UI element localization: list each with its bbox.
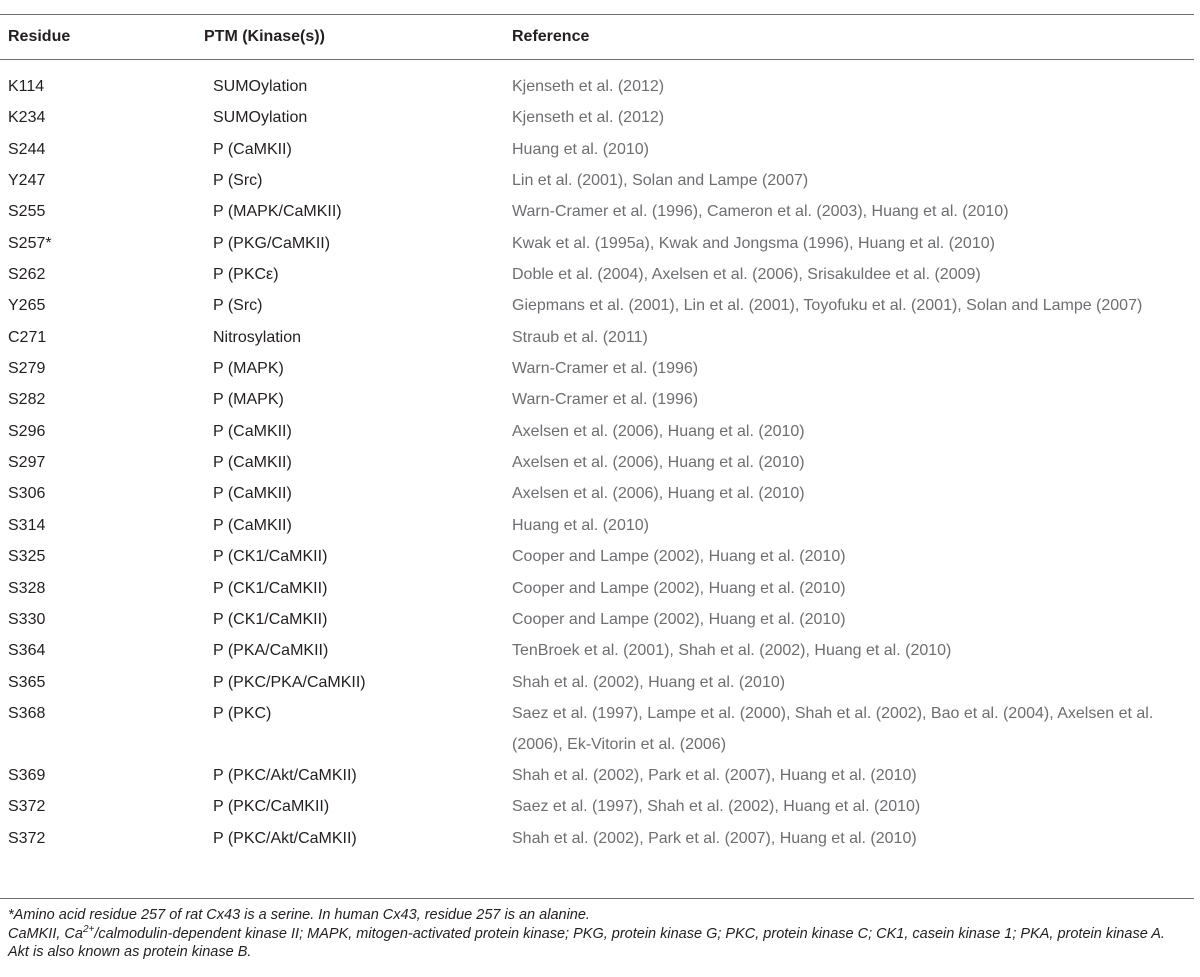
reference-cell: Cooper and Lampe (2002), Huang et al. (2010) [512,610,846,628]
residue-cell: S314 [8,516,46,534]
residue-cell: S372 [8,798,46,816]
table-row [0,604,1200,635]
reference-cell: Warn-Cramer et al. (1996) [512,391,699,409]
reference-cell: Saez et al. (1997), Lampe et al. (2000), Shah et al. (2002), Bao et al. (2004), Axelsen et al. (2006), Ek-Vitorin et al. (2006) [512,704,1154,753]
reference-cell: Doble et al. (2004), Axelsen et al. (2006), Srisakuldee et al. (2009) [512,266,981,284]
ptm-cell: SUMOylation [213,78,308,95]
reference-cell: Cooper and Lampe (2002), Huang et al. (2010) [512,579,846,597]
reference-cell: Straub et al. (2011) [512,328,648,346]
ptm-cell: P (CK1/CaMKII) [213,610,328,628]
table-row [0,760,1200,791]
footer-rule [0,898,1194,899]
table-row [0,384,1200,415]
ptm-cell: SUMOylation [213,109,308,127]
reference-cell: Giepmans et al. (2001), Lin et al. (2001), Toyofuku et al. (2001), Solan and Lampe (2007) [512,297,1143,315]
residue-cell: S255 [8,203,46,221]
ptm-cell: P (PKG/CaMKII) [213,234,331,252]
residue-cell: S330 [8,610,46,628]
top-rule [0,14,1194,15]
table-row [0,102,1200,133]
residue-cell: S372 [8,829,46,847]
table-row [0,698,1200,760]
reference-cell: Warn-Cramer et al. (1996), Cameron et al. (2003), Huang et al. (2010) [512,203,1009,221]
header-ptm: PTM (Kinase(s)) [204,28,325,45]
reference-cell: Warn-Cramer et al. (1996) [512,360,699,378]
reference-cell: Axelsen et al. (2006), Huang et al. (2010) [512,485,805,503]
reference-cell: Huang et al. (2010) [512,516,649,534]
table-body [0,71,1200,854]
ptm-cell: P (PKA/CaMKII) [213,642,329,660]
residue-cell: S364 [8,642,46,660]
table-row [0,134,1200,165]
reference-cell: Lin et al. (2001), Solan and Lampe (2007) [512,172,809,190]
reference-cell: Axelsen et al. (2006), Huang et al. (2010) [512,454,805,472]
header-residue: Residue [8,28,71,45]
ptm-cell: Nitrosylation [213,328,302,346]
footnote-asterisk: *Amino acid residue 257 of rat Cx43 is a serine. In human Cx43, residue 257 is an alanine. [8,907,590,923]
footnote-abbreviations [8,925,1188,962]
header-reference: Reference [512,28,590,45]
table-row [0,447,1200,478]
ptm-cell: P (CaMKII) [213,485,292,503]
residue-cell: S257* [8,234,52,252]
table-row [0,228,1200,259]
footnote-abbrev-rest: /calmodulin-dependent kinase II; MAPK, mitogen-activated protein kinase; PKG, protein kinase G; PKC, protein kinase C; CK1, casein kinase 1; PKA, protein kinase A. Akt is also known as protein kinase B. [8,925,1165,960]
residue-cell: S279 [8,360,46,378]
reference-cell: Shah et al. (2002), Park et al. (2007), Huang et al. (2010) [512,829,917,847]
ptm-cell: P (PKC/Akt/CaMKII) [213,766,357,784]
ptm-cell: P (CaMKII) [213,422,292,440]
ptm-cell: P (Src) [213,172,263,190]
ptm-cell: P (PKC/CaMKII) [213,798,330,816]
table-row [0,635,1200,666]
reference-cell: Saez et al. (1997), Shah et al. (2002), Huang et al. (2010) [512,798,921,816]
ptm-cell: P (CK1/CaMKII) [213,548,328,566]
ptm-cell: P (PKC/Akt/CaMKII) [213,829,357,847]
footnote-superscript: 2+ [82,923,95,935]
ptm-table [0,71,1200,854]
reference-cell: Shah et al. (2002), Huang et al. (2010) [512,673,786,691]
ptm-cell: P (MAPK) [213,360,284,378]
residue-cell: S282 [8,391,46,409]
reference-cell: Huang et al. (2010) [512,140,649,158]
ptm-cell: P (CaMKII) [213,516,292,534]
table-row [0,290,1200,321]
table-row [0,478,1200,509]
footnote-abbrev-start: CaMKII, Ca [8,925,83,942]
table-row [0,823,1200,854]
residue-cell: S369 [8,766,46,784]
table-row [0,573,1200,604]
reference-cell: Shah et al. (2002), Park et al. (2007), Huang et al. (2010) [512,766,917,784]
table-row [0,791,1200,822]
ptm-cell: P (CaMKII) [213,140,292,158]
table-row [0,322,1200,353]
table-row [0,71,1200,102]
table-row [0,259,1200,290]
reference-cell: Kjenseth et al. (2012) [512,78,665,95]
table-row [0,667,1200,698]
residue-cell: K234 [8,109,46,127]
residue-cell: Y247 [8,172,46,190]
residue-cell: S297 [8,454,46,472]
residue-cell: S296 [8,422,46,440]
table-footnotes [8,906,1188,962]
residue-cell: Y265 [8,297,46,315]
ptm-cell: P (PKC) [213,704,272,722]
residue-cell: K114 [8,78,45,95]
table-row [0,510,1200,541]
reference-cell: TenBroek et al. (2001), Shah et al. (2002), Huang et al. (2010) [512,642,952,660]
residue-cell: S328 [8,579,46,597]
table-row [0,353,1200,384]
ptm-cell: P (MAPK) [213,391,284,409]
residue-cell: S262 [8,266,46,284]
residue-cell: S368 [8,704,46,722]
table-row [0,416,1200,447]
table-row [0,196,1200,227]
residue-cell: C271 [8,328,47,346]
reference-cell: Kjenseth et al. (2012) [512,109,665,127]
residue-cell: S306 [8,485,46,503]
ptm-cell: P (PKCε) [213,266,279,284]
ptm-cell: P (CaMKII) [213,454,292,472]
reference-cell: Cooper and Lampe (2002), Huang et al. (2010) [512,548,846,566]
ptm-cell: P (Src) [213,297,263,315]
ptm-cell: P (CK1/CaMKII) [213,579,328,597]
reference-cell: Kwak et al. (1995a), Kwak and Jongsma (1996), Huang et al. (2010) [512,234,995,252]
residue-cell: S365 [8,673,46,691]
header-rule [0,59,1194,60]
residue-cell: S325 [8,548,46,566]
table-row [0,165,1200,196]
table-row [0,541,1200,572]
ptm-cell: P (PKC/PKA/CaMKII) [213,673,366,691]
residue-cell: S244 [8,140,46,158]
ptm-cell: P (MAPK/CaMKII) [213,203,342,221]
reference-cell: Axelsen et al. (2006), Huang et al. (2010) [512,422,805,440]
